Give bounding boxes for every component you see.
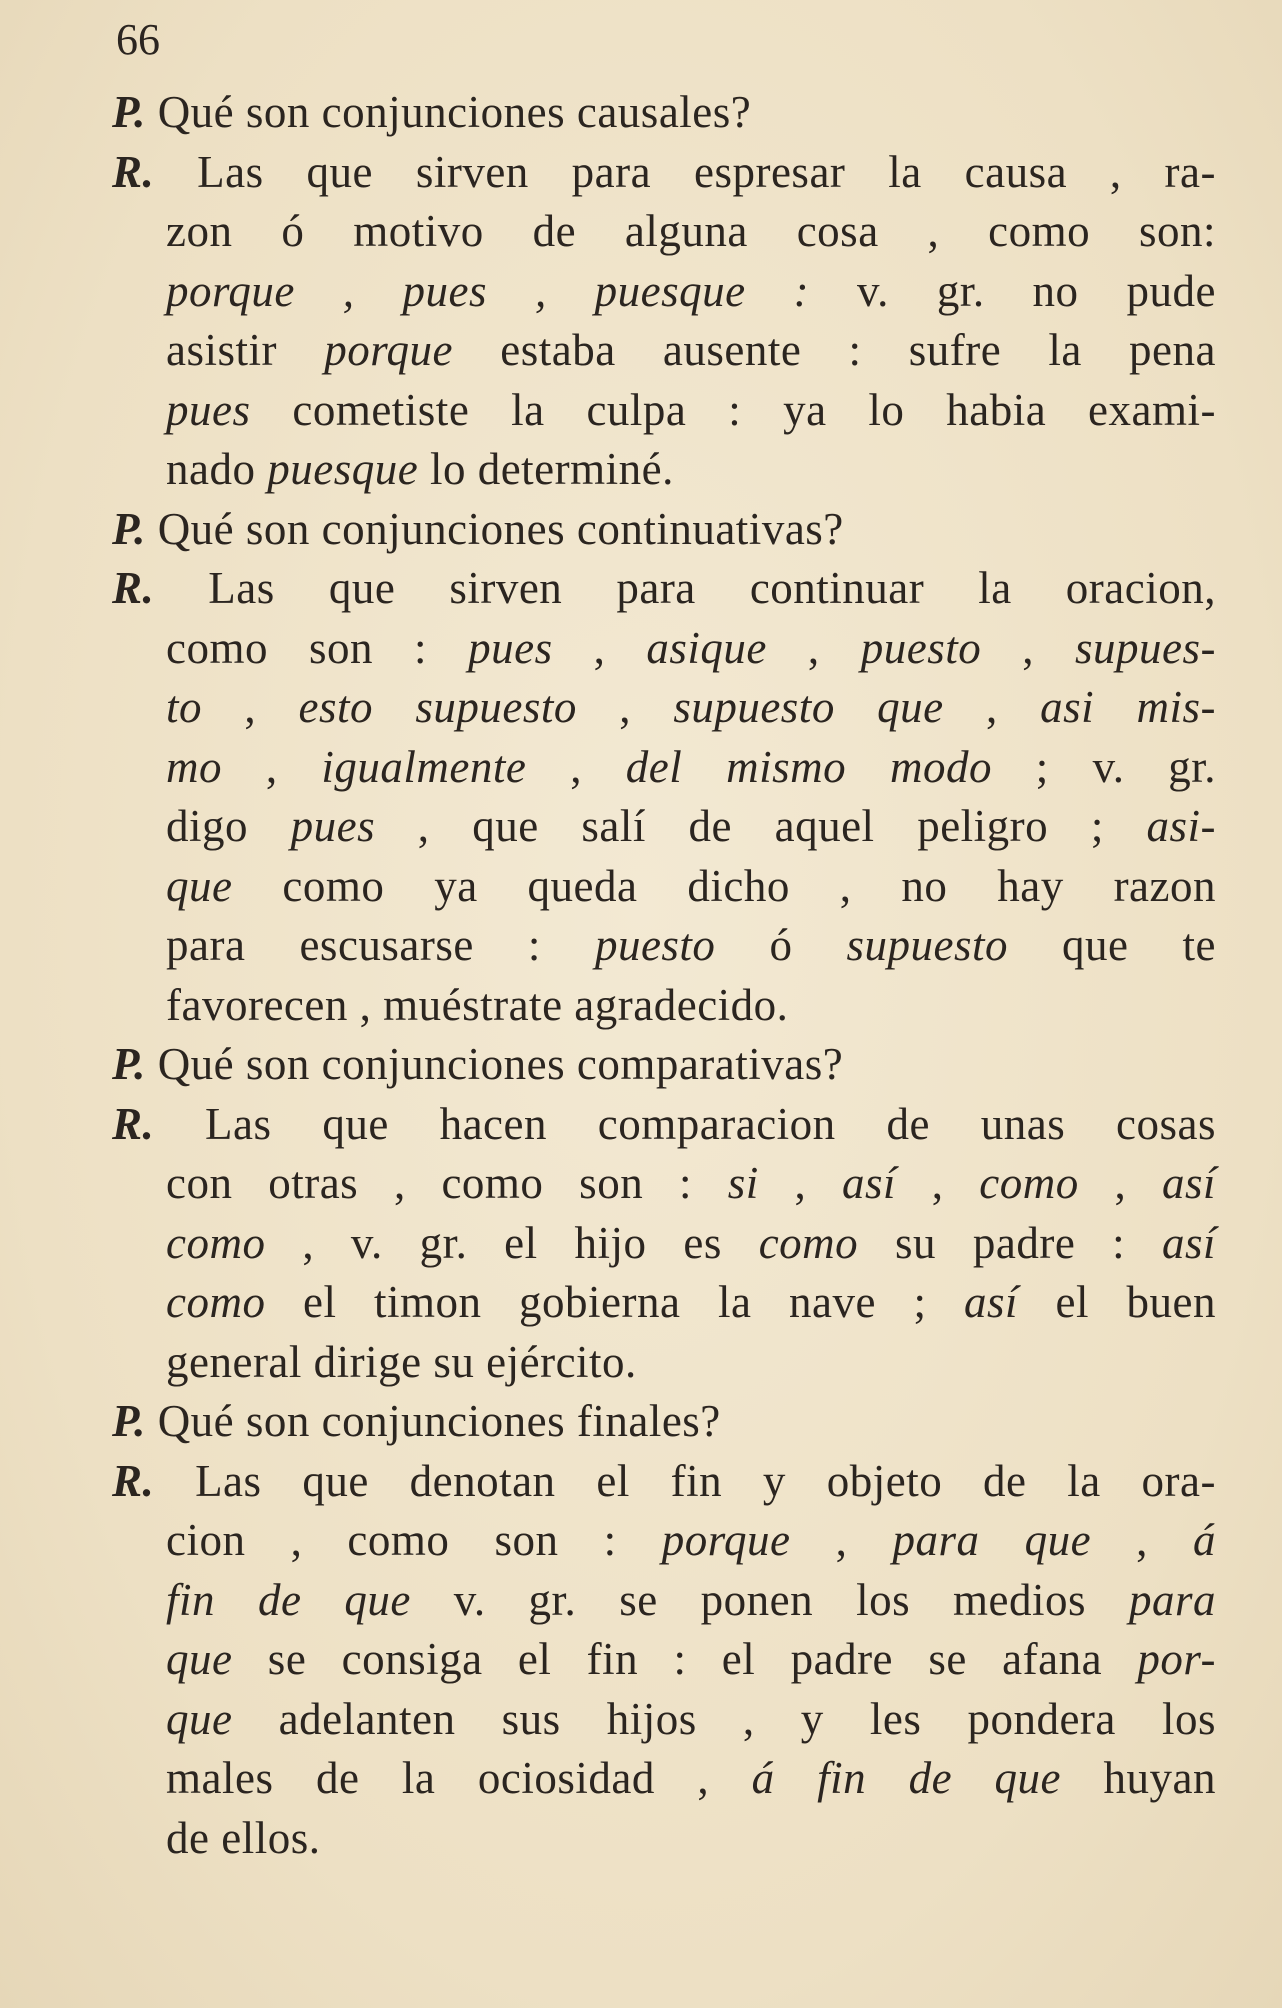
text-segment: el buen (1018, 1277, 1216, 1327)
text-segment: zon ó motivo de alguna cosa , como son: (166, 206, 1216, 256)
text-segment: ; v. gr. (991, 741, 1217, 792)
italic-term: por- (1137, 1634, 1216, 1684)
text-segment: , (222, 741, 322, 792)
qa-label: R. (112, 1455, 155, 1506)
question-line (112, 82, 1216, 142)
text-line (166, 261, 1216, 321)
text-line (166, 1689, 1216, 1749)
text-segment: , (526, 741, 626, 792)
qa-label: R. (112, 1098, 155, 1149)
italic-term: porque , pues , puesque : (166, 265, 810, 316)
text-segment: , (576, 682, 674, 732)
text-segment: , (552, 622, 647, 673)
italic-term: porque (324, 325, 454, 375)
text-segment: , (790, 1515, 893, 1565)
text-line (166, 1570, 1216, 1630)
text-segment: cion , como son : (166, 1515, 662, 1565)
italic-term: puesto (860, 622, 982, 673)
italic-term: supuesto (846, 920, 1008, 970)
text-line (166, 201, 1216, 261)
text-segment: se consiga el fin : el padre se afana (232, 1634, 1138, 1684)
answer-line (112, 558, 1216, 618)
text-segment: el timon gobierna la nave ; (265, 1277, 964, 1327)
answer-line (112, 142, 1216, 202)
qa-label: P. (112, 1396, 146, 1446)
text-segment: estaba ausente : sufre la pena (453, 325, 1216, 375)
italic-term: pues (290, 801, 376, 851)
question-line (112, 499, 1216, 559)
italic-term: así (1162, 1217, 1217, 1268)
qa-label: P. (112, 503, 146, 554)
question-line (112, 1391, 1216, 1451)
text-segment: Las que sirven para espresar la causa , ra- (154, 146, 1216, 197)
italic-term: que (166, 860, 233, 911)
italic-term: supuesto que (673, 682, 944, 732)
text-segment: , v. gr. el hijo es (265, 1217, 759, 1268)
text-segment: Qué son conjunciones comparativas? (145, 1039, 844, 1089)
page-number: 66 (116, 15, 160, 64)
text-segment: nado (166, 444, 268, 494)
text-segment: para escusarse : (166, 920, 595, 970)
italic-term: puesto (594, 920, 716, 970)
text-line (166, 1272, 1216, 1332)
text-line (166, 380, 1216, 440)
italic-term: del mismo modo (625, 741, 992, 792)
text-line (166, 1332, 1216, 1392)
text-segment: digo (166, 801, 291, 851)
text-segment: favorecen , muéstrate agradecido. (166, 979, 789, 1030)
italic-term: mo (166, 741, 222, 792)
italic-term: asique (646, 622, 767, 673)
text-segment: general dirige su ejército. (166, 1336, 637, 1387)
text-segment: Qué son conjunciones continuativas? (145, 503, 844, 554)
text-segment: Las que sirven para continuar la oracion, (154, 563, 1216, 613)
text-line (166, 1748, 1216, 1808)
italic-term: puesque (267, 444, 419, 494)
text-line (166, 915, 1216, 975)
italic-term: como (758, 1217, 859, 1268)
text-line (166, 677, 1216, 737)
text-segment: , que salí de aquel peligro ; (375, 801, 1147, 851)
text-segment: , (758, 1158, 842, 1208)
italic-term: esto supuesto (298, 682, 577, 732)
text-segment: , (896, 1158, 980, 1208)
italic-term: supues- (1075, 622, 1217, 673)
text-segment: Qué son conjunciones causales? (145, 87, 752, 137)
text-segment: , (202, 682, 299, 732)
qa-label: R. (112, 563, 155, 613)
text-segment: v. gr. no pude (809, 265, 1216, 316)
italic-term: igualmente (321, 741, 527, 792)
italic-term: si (727, 1158, 759, 1208)
italic-term: como (166, 1277, 266, 1327)
text-segment: , (1078, 1158, 1163, 1208)
text-line (166, 320, 1216, 380)
text-segment: lo determiné. (418, 444, 674, 494)
qa-label: P. (112, 87, 146, 137)
text-line (166, 1629, 1216, 1689)
text-segment: que te (1008, 920, 1217, 970)
italic-term: á (1193, 1515, 1217, 1565)
text-line (166, 618, 1216, 678)
text-segment: Qué son conjunciones finales? (145, 1396, 721, 1446)
italic-term: porque (661, 1515, 791, 1565)
italic-term: pues (166, 384, 251, 435)
text-segment: cometiste la culpa : ya lo habia exami- (250, 384, 1216, 435)
italic-term: así (1162, 1158, 1217, 1208)
text-segment: su padre : (858, 1217, 1162, 1268)
text-segment: males de la ociosidad , (166, 1753, 752, 1803)
text-segment: Las que hacen comparacion de unas cosas (154, 1098, 1216, 1149)
text-segment: , (1091, 1515, 1194, 1565)
italic-term: como (979, 1158, 1079, 1208)
text-segment: como son : (166, 622, 469, 673)
italic-term: asi mis- (1040, 682, 1216, 732)
question-line (112, 1034, 1216, 1094)
text-line (166, 975, 1216, 1035)
text-segment: ó (715, 920, 847, 970)
italic-term: to (166, 682, 203, 732)
answer-line (112, 1094, 1216, 1154)
text-segment: v. gr. se ponen los medios (410, 1574, 1129, 1625)
text-segment: con otras , como son : (166, 1158, 728, 1208)
text-line (166, 856, 1216, 916)
italic-term: á fin de que (751, 1753, 1062, 1803)
italic-term: así (963, 1277, 1018, 1327)
text-line (166, 1153, 1216, 1213)
text-segment: de ellos. (166, 1812, 321, 1863)
qa-label: R. (112, 146, 155, 197)
text-line (166, 1510, 1216, 1570)
italic-term: que (166, 1634, 233, 1684)
italic-term: pues (468, 622, 553, 673)
text-line (166, 796, 1216, 856)
text-segment: , (981, 622, 1076, 673)
italic-term: asi- (1146, 801, 1216, 851)
italic-term: fin de que (166, 1574, 411, 1625)
text-segment: huyan (1061, 1753, 1216, 1803)
italic-term: así (841, 1158, 896, 1208)
answer-line (112, 1451, 1216, 1511)
italic-term: para (1129, 1574, 1217, 1625)
text-segment: , (943, 682, 1041, 732)
text-segment: adelanten sus hijos , y les pondera los (232, 1693, 1216, 1744)
text-line (166, 737, 1216, 797)
text-line (166, 1213, 1216, 1273)
italic-term: para que (892, 1515, 1092, 1565)
text-line (166, 439, 1216, 499)
text-segment: como ya queda dicho , no hay razon (232, 860, 1216, 911)
italic-term: que (166, 1693, 233, 1744)
qa-label: P. (112, 1039, 146, 1089)
text-line (166, 1808, 1216, 1868)
text-segment: , (766, 622, 861, 673)
text-segment: asistir (166, 325, 325, 375)
text-segment: Las que denotan el fin y objeto de la ora- (154, 1455, 1216, 1506)
italic-term: como (166, 1217, 266, 1268)
